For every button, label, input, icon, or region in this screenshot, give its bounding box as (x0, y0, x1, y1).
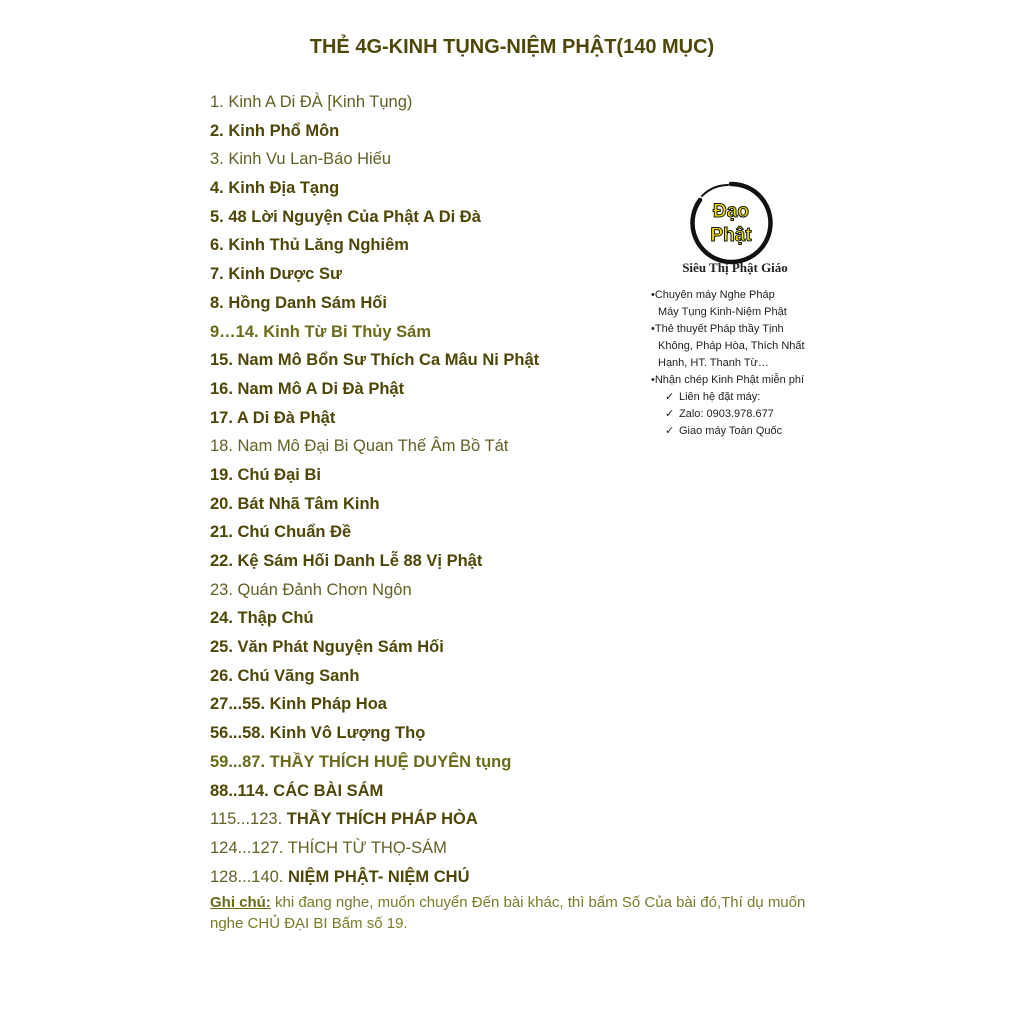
list-item (210, 289, 539, 318)
item-text: 17. A Di Đà Phật (210, 408, 336, 427)
item-text: 18. Nam Mô Đại Bi Quan Thế Âm Bồ Tát (210, 437, 509, 456)
list-item (210, 518, 539, 547)
item-number: 124...127. (210, 838, 288, 857)
contact-line (651, 406, 805, 423)
contact-line (651, 389, 805, 406)
page-title: THẺ 4G-KINH TỤNG-NIỆM PHẬT(140 MỤC) (309, 36, 715, 58)
item-text: 3. Kinh Vu Lan-Báo Hiếu (210, 150, 392, 169)
note-label: Ghi chú: (210, 894, 271, 911)
list-item (210, 432, 539, 461)
contact-text: Liên hệ đặt máy: (679, 391, 761, 403)
list-item (210, 805, 539, 834)
item-text: 20. Bát Nhã Tâm Kinh (210, 494, 380, 513)
list-item (210, 547, 539, 576)
info-bullet-cont: Không, Pháp Hòa, Thích Nhất (658, 340, 805, 352)
item-text: 25. Văn Phát Nguyện Sám Hối (210, 638, 444, 657)
list-item (210, 231, 539, 260)
logo-line1: Đạo (713, 201, 749, 222)
item-text: 24. Thập Chú (210, 609, 314, 628)
item-text: 8. Hồng Danh Sám Hối (210, 293, 387, 312)
list-item (210, 404, 539, 433)
info-bullet-cont: Hạnh, HT. Thanh Từ… (658, 357, 769, 369)
check-icon: ✓ (665, 408, 675, 420)
info-bullet-cont: Máy Tụng Kinh-Niệm Phật (658, 306, 787, 318)
item-text: 22. Kệ Sám Hối Danh Lễ 88 Vị Phật (210, 552, 483, 570)
item-text: THÍCH TỪ THỌ-SÁM (287, 838, 447, 857)
item-text: 56...58. Kinh Vô Lượng Thọ (210, 724, 426, 743)
item-text: 23. Quán Đảnh Chơn Ngôn (210, 580, 412, 599)
shop-name: Siêu Thị Phật Giáo (682, 260, 788, 275)
list-item (210, 375, 539, 404)
item-text: 88..114. CÁC BÀI SÁM (210, 781, 384, 800)
item-text: 5. 48 Lời Nguyện Của Phật A Di Đà (210, 207, 481, 226)
item-text: 7. Kinh Dược Sư (210, 265, 342, 284)
zalo-phone: Zalo: 0903.978.677 (679, 408, 774, 420)
info-bullet: •Nhận chép Kinh Phật miễn phí (651, 374, 805, 386)
contact-line (651, 423, 805, 440)
item-text: 15. Nam Mô Bổn Sư Thích Ca Mâu Ni Phật (210, 351, 540, 370)
item-text: 26. Chú Vãng Sanh (210, 666, 360, 685)
list-item (210, 576, 539, 605)
item-text: 16. Nam Mô A Di Đà Phật (210, 379, 405, 398)
item-text: NIỆM PHẬT- NIỆM CHÚ (287, 867, 470, 886)
item-number: 128...140. (210, 867, 288, 886)
item-text: 1. Kinh A Di ĐÀ [Kinh Tụng) (210, 93, 413, 111)
list-item (210, 318, 539, 347)
item-text: 9…14. Kinh Từ Bi Thủy Sám (210, 322, 431, 341)
note-text: khi đang nghe, muốn chuyển Đến bài khác, thì bấm Số Của bài đó,Thí dụ muốn nghe CHỦ ĐẠI BI Bấm số 19. (210, 894, 806, 932)
contact-text: Giao máy Toàn Quốc (679, 425, 783, 437)
info-bullet: •Chuyên máy Nghe Pháp (651, 289, 775, 301)
list-item (210, 662, 539, 691)
track-list (210, 88, 539, 891)
list-item (210, 690, 539, 719)
list-item (210, 719, 539, 748)
list-item (210, 145, 539, 174)
check-icon: ✓ (665, 425, 675, 437)
list-item (210, 748, 539, 777)
item-text: 6. Kinh Thủ Lăng Nghiêm (210, 236, 409, 255)
item-number: 115...123. (210, 810, 287, 829)
list-item (210, 260, 539, 289)
list-item (210, 88, 539, 117)
list-item (210, 346, 539, 375)
item-text: 27...55. Kinh Pháp Hoa (210, 695, 387, 714)
shop-info (651, 287, 805, 440)
item-text: THẦY THÍCH PHÁP HÒA (286, 810, 478, 829)
item-text: 4. Kinh Địa Tạng (210, 179, 340, 198)
item-text: 21. Chú Chuẩn Đề (210, 523, 352, 542)
item-text: 59...87. THẦY THÍCH HUỆ DUYÊN tụng (210, 752, 512, 771)
list-item (210, 461, 539, 490)
usage-note (210, 892, 840, 934)
list-item (210, 203, 539, 232)
list-item (210, 604, 539, 633)
list-item (210, 777, 539, 806)
list-item (210, 863, 539, 892)
dao-phat-logo (688, 180, 774, 266)
list-item (210, 174, 539, 203)
logo-line2: Phật (710, 225, 752, 246)
info-bullet: •Thẻ thuyết Pháp thầy Tịnh (651, 323, 784, 335)
check-icon: ✓ (665, 391, 675, 403)
item-text: 19. Chú Đại Bi (210, 465, 321, 484)
list-item (210, 490, 539, 519)
item-text: 2. Kinh Phổ Môn (210, 121, 340, 140)
list-item (210, 633, 539, 662)
list-item (210, 834, 539, 863)
list-item (210, 117, 539, 146)
